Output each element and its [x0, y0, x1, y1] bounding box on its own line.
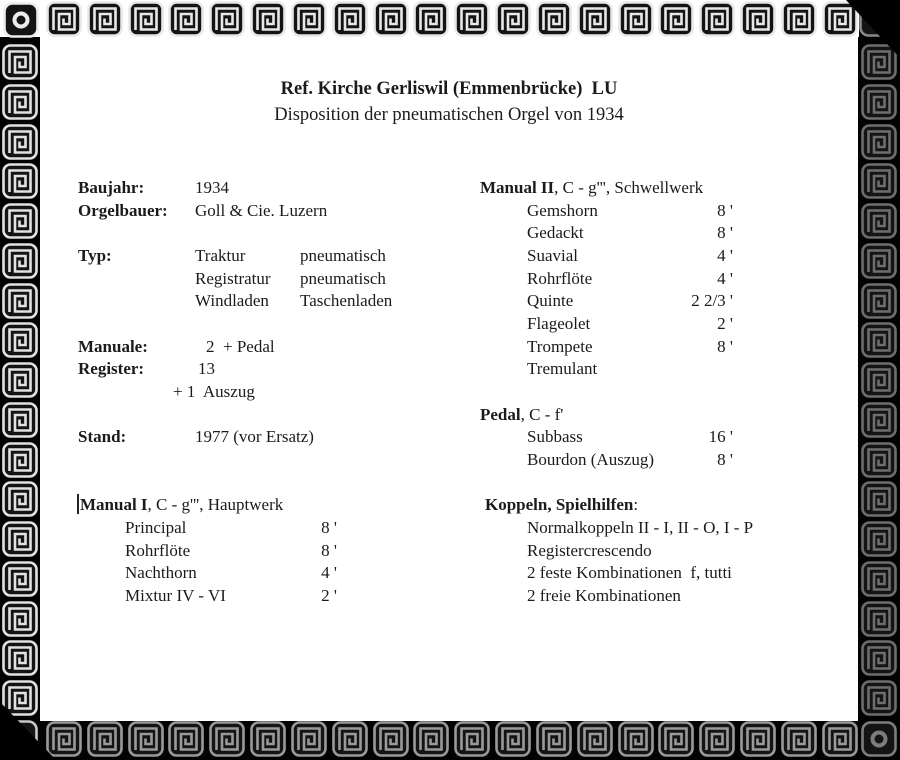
koppeln-line: 2 feste Kombinationen f, tutti: [527, 563, 732, 582]
stop-row: [527, 200, 733, 223]
manual2-heading: [480, 177, 703, 200]
stop-row: [527, 358, 733, 381]
baujahr-value: 1934: [195, 178, 229, 197]
manuale-label: Manuale:: [78, 337, 148, 356]
koppeln-heading-bold: Koppeln, Spielhilfen: [485, 495, 634, 514]
pedal-heading: [480, 404, 563, 427]
stop-pitch: 8 ': [321, 518, 337, 537]
stop-row: [125, 562, 337, 585]
stop-row: [125, 585, 337, 608]
stop-pitch: 8 ': [321, 541, 337, 560]
stop-pitch: 4 ': [717, 246, 733, 265]
stop-row: [125, 517, 337, 540]
pedal-heading-bold: Pedal: [480, 405, 521, 424]
stop-pitch: 8 ': [717, 450, 733, 469]
typ-row-value: pneumatisch: [300, 246, 386, 265]
pedal-heading-rest: , C - f': [520, 405, 564, 424]
stand-value: 1977 (vor Ersatz): [195, 427, 314, 446]
typ-row-name: Registratur: [195, 269, 271, 288]
orgelbauer-value: Goll & Cie. Luzern: [195, 201, 328, 220]
stop-row: [527, 222, 733, 245]
stop-pitch: 2 ': [321, 586, 337, 605]
stop-name: Tremulant: [527, 359, 598, 378]
typ-row-name: Traktur: [195, 246, 246, 265]
typ-label: Typ:: [78, 246, 112, 265]
koppeln-line: Normalkoppeln II - I, II - O, I - P: [527, 518, 754, 537]
manuale-value: 2 + Pedal: [206, 337, 275, 356]
stop-name: Gemshorn: [527, 201, 598, 220]
page-title: Ref. Kirche Gerliswil (Emmenbrücke) LU: [280, 79, 618, 99]
stop-row: [527, 426, 733, 449]
stop-name: Mixtur IV - VI: [125, 586, 226, 605]
stop-row: [527, 268, 733, 291]
stop-row: [527, 449, 733, 472]
stop-pitch: 2 2/3 ': [691, 291, 733, 310]
stop-name: Trompete: [527, 337, 593, 356]
baujahr-label: Baujahr:: [78, 178, 145, 197]
manual1-heading-rest: , C - g''', Hauptwerk: [147, 495, 284, 514]
stop-pitch: 8 ': [717, 201, 733, 220]
text-cursor: [77, 494, 79, 514]
stop-name: Suavial: [527, 246, 578, 265]
stop-pitch: 16 ': [708, 427, 733, 446]
register-label: Register:: [78, 359, 145, 378]
koppeln-line: Registercrescendo: [527, 541, 652, 560]
stop-pitch: 8 ': [717, 337, 733, 356]
stop-name: Nachthorn: [125, 563, 197, 582]
stop-pitch: 4 ': [717, 269, 733, 288]
typ-row-value: Taschenladen: [300, 291, 393, 310]
page-subtitle: Disposition der pneumatischen Orgel von 1934: [274, 105, 624, 125]
stop-name: Flageolet: [527, 314, 591, 333]
stop-name: Principal: [125, 518, 187, 537]
stop-pitch: 4 ': [321, 563, 337, 582]
stop-name: Rohrflöte: [125, 541, 191, 560]
stop-name: Bourdon (Auszug): [527, 450, 655, 469]
stop-pitch: 2 ': [717, 314, 733, 333]
koppeln-heading: [485, 494, 638, 517]
stand-label: Stand:: [78, 427, 127, 446]
typ-row-value: pneumatisch: [300, 269, 386, 288]
manual2-heading-rest: , C - g''', Schwellwerk: [554, 178, 704, 197]
stop-name: Subbass: [527, 427, 583, 446]
manual2-heading-bold: Manual II: [480, 178, 555, 197]
stop-name: Gedackt: [527, 223, 584, 242]
stop-pitch: 8 ': [717, 223, 733, 242]
register-value: 13: [198, 359, 215, 378]
stop-row: [527, 313, 733, 336]
manual1-heading: [80, 494, 283, 517]
manual1-heading-bold: Manual I: [80, 495, 148, 514]
koppeln-line: 2 freie Kombinationen: [527, 586, 681, 605]
orgelbauer-label: Orgelbauer:: [78, 201, 168, 220]
stop-name: Quinte: [527, 291, 574, 310]
stop-row: [527, 336, 733, 359]
stop-row: [527, 245, 733, 268]
stop-row: [125, 540, 337, 563]
register-extra: + 1 Auszug: [173, 382, 255, 401]
stop-row: [527, 290, 733, 313]
typ-row-name: Windladen: [195, 291, 269, 310]
stop-name: Rohrflöte: [527, 269, 593, 288]
koppeln-heading-rest: :: [633, 495, 639, 514]
